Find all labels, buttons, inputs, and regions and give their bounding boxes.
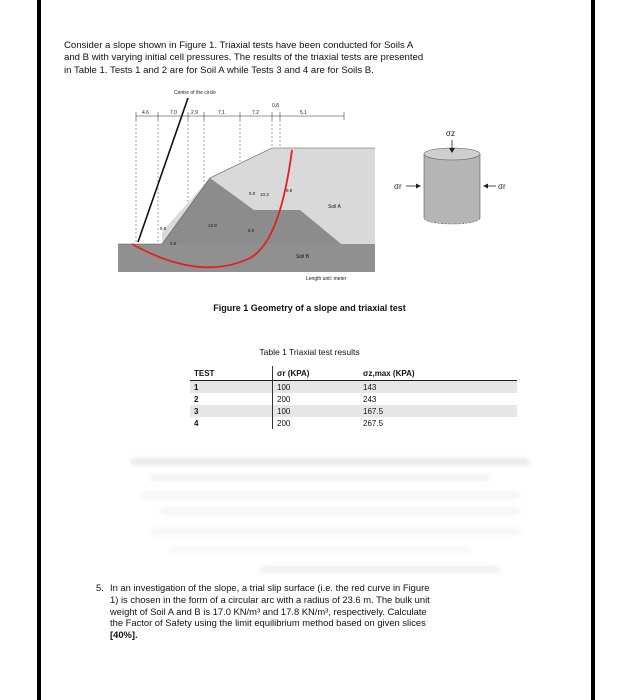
table-caption: Table 1 Triaxial test results [259, 347, 360, 357]
intro-line-1: Consider a slope shown in Figure 1. Triaxial tests have been conducted for Soils A [64, 40, 414, 51]
question-5-paragraph [96, 582, 530, 641]
cell-sigma-z-max: 167.5 [359, 405, 517, 417]
question-line-4: the Factor of Safety using the limit equilibrium method based on given slices [110, 617, 426, 629]
figure-caption: Figure 1 Geometry of a slope and triaxial test [213, 303, 406, 313]
cell-test: 3 [190, 405, 273, 417]
slice-label-7: 8.0 [248, 228, 255, 233]
intro-line-3: in Table 1. Tests 1 and 2 are for Soil A while Tests 3 and 4 are for Soils B. [64, 64, 374, 76]
cell-sigma-r: 100 [273, 381, 360, 394]
cell-test: 4 [194, 418, 199, 428]
question-line-3: weight of Soil A and B is 17.0 KN/m³ and 17.8 KN/m³, respectively. Calculate [110, 605, 427, 617]
sigma-r-right-label: σr [498, 182, 506, 191]
cell-sigma-r: 200 [273, 393, 360, 405]
dim-7-1: 7.1 [218, 110, 225, 116]
cell-sigma-z-max: 243 [363, 394, 377, 404]
cell-sigma-z-max: 143 [359, 381, 517, 394]
soil-a-label: Soil A [328, 204, 341, 210]
sigma-r-right-arrowhead [483, 184, 488, 189]
sigma-r-left-arrowhead [416, 184, 421, 189]
soil-b-lower [118, 244, 375, 272]
table-row [190, 393, 517, 405]
table-row [190, 405, 517, 417]
cell-test: 2 [194, 394, 199, 404]
triaxial-sample [424, 148, 480, 224]
table-header-row [190, 366, 517, 381]
dim-7-2: 7.2 [252, 110, 259, 116]
slice-label-4: 5.0 [249, 191, 256, 196]
slope-figure [100, 82, 520, 302]
triaxial-results-table [190, 366, 517, 429]
sigma-z-label: σz [446, 129, 455, 138]
question-line-2: 1) is chosen in the form of a circular arc with a radius of 23.6 m. The bulk unit [110, 593, 430, 605]
centre-label: Centre of the circle [174, 90, 216, 96]
header-test: TEST [190, 366, 273, 381]
intro-paragraph [64, 40, 534, 77]
slice-label-5: 10.3 [260, 192, 269, 197]
slice-label-6: 9.8 [286, 188, 293, 193]
table-row [190, 381, 517, 394]
question-line-5: [40%]. [110, 629, 138, 641]
length-unit-label: Length unit: meter [306, 276, 347, 282]
slice-label-1: 2.0 [170, 241, 177, 246]
intro-line-2: and B with varying initial cell pressures. The results of the triaxial tests are presented [64, 52, 424, 64]
slice-label-3: 12.9 [208, 223, 217, 228]
cell-sigma-z-max: 267.5 [363, 418, 384, 428]
dim-4-6: 4.6 [142, 110, 149, 116]
table-row [190, 417, 517, 429]
slice-label-2: 9.8 [160, 226, 167, 231]
sigma-r-left-label: σr [394, 182, 402, 191]
dim-5-1: 5.1 [300, 110, 307, 116]
soil-b-label: Soil B [296, 254, 310, 260]
question-line-1: In an investigation of the slope, a trial slip surface (i.e. the red curve in Figure [110, 582, 430, 593]
cell-sigma-r: 100 [273, 405, 360, 417]
cell-sigma-r: 200 [273, 417, 360, 429]
dim-2-9: 2.9 [191, 110, 198, 116]
header-sigma-z-max: σz,max (KPA) [359, 366, 517, 381]
dim-7-0: 7.0 [170, 110, 177, 116]
cell-test: 1 [190, 381, 273, 394]
question-number: 5. [96, 582, 104, 593]
dim-0-8: 0.8 [272, 103, 279, 109]
header-sigma-r: σr (KPA) [273, 366, 360, 381]
